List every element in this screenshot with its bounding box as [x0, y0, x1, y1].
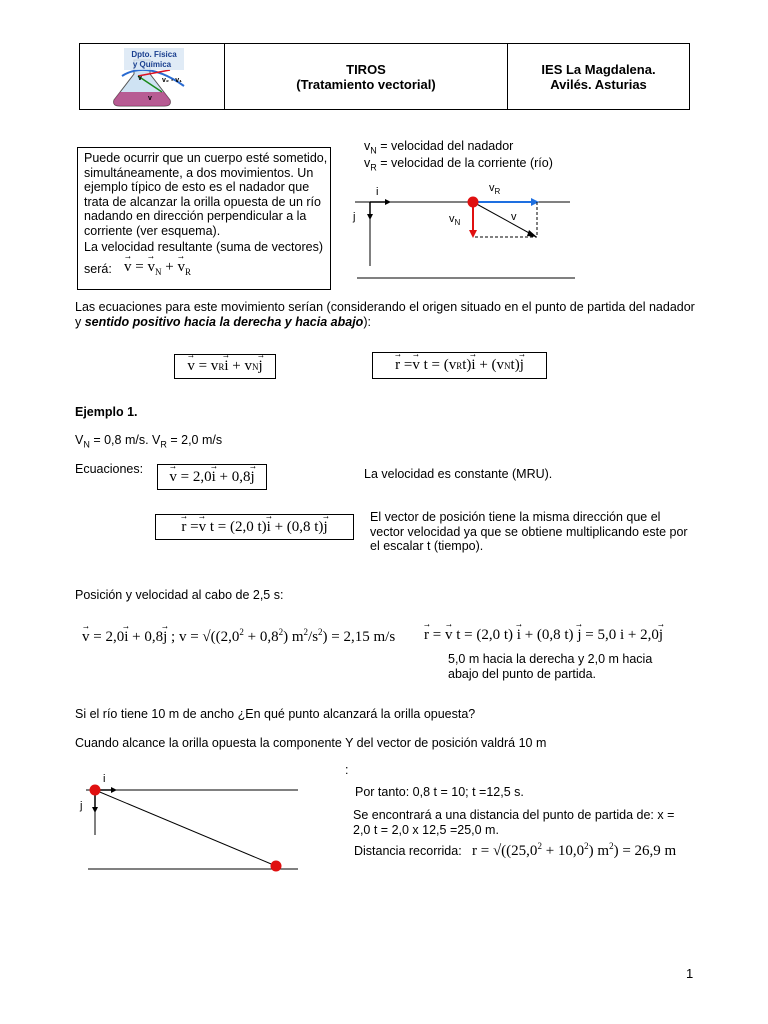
ecuaciones-label: Ecuaciones:: [75, 462, 144, 476]
header-school: IES La Magdalena.: [541, 61, 656, 77]
result-note: 5,0 m hacia la derecha y 2,0 m hacia abajo del punto de partida.: [448, 652, 653, 681]
header-subtitle: (Tratamiento vectorial): [296, 76, 436, 92]
header-city: Avilés. Asturias: [550, 76, 647, 92]
page-number: 1: [686, 966, 694, 981]
example-data: $V_N = 0,8$ m/s. $V_R = 2,0$ m/s: [75, 433, 223, 450]
position-at-time-formula: → r = → v t = (2,0 t) → i + (0,8 t) → j = 5,0 i + 2,0→ j: [424, 627, 663, 644]
svg-text:vN: $v_N$: [449, 213, 461, 227]
svg-text:vR: $v_R$: [489, 182, 501, 196]
intro-sum-formula: → v = → $v_N$ + → $v_R$: [124, 259, 191, 277]
svg-text:Dpto. Física: Dpto. Física: [131, 49, 177, 59]
header-title: TIROS: [346, 61, 386, 77]
header-table: [79, 43, 690, 110]
flask-logo-icon: [102, 46, 202, 108]
svg-text:v: v: [148, 94, 152, 102]
question: Si el río tiene 10 m de ancho ¿En qué punto alcanzará la orilla opuesta?: [75, 707, 476, 721]
crossing-diagram: [76, 765, 304, 877]
svg-text:j: j: [80, 800, 83, 812]
por-tanto: Por tanto: 0,8 t = 10; t =12,5 s.: [355, 785, 524, 799]
position-equation: → r = → v t = (v R t) → i + (v N t) → j: [372, 352, 547, 379]
intro-result-text: La velocidad resultante (suma de vectores): [84, 240, 324, 254]
legend-vn: $v_N$ = velocidad del nadador: [364, 139, 514, 156]
svg-text:v₂ - v₁: v₂ - v₁: [162, 76, 183, 84]
svg-text:v: v: [511, 211, 517, 223]
equations-intro: Las ecuaciones para este movimiento serían (considerando el origen situado en el punto de partida del nadador y sentido positivo hacia la derecha y hacia abajo):: [75, 300, 695, 329]
svg-text:v: v: [138, 74, 142, 82]
encontrara: Se encontrará a una distancia del punto de partida de: x = 2,0 t = 2,0 x 12,5 =25,0 m.: [353, 808, 675, 837]
legend-vr: $v_R$ = velocidad de la corriente (río): [364, 156, 553, 173]
svg-text:y Química: y Química: [132, 59, 172, 69]
intro-box: [77, 147, 331, 290]
example-title: Ejemplo 1.: [75, 405, 138, 419]
distancia-label: Distancia recorrida:: [354, 844, 462, 858]
answer-intro: Cuando alcance la orilla opuesta la componente Y del vector de posición valdrá 10 m: [75, 736, 547, 750]
intro-text: Puede ocurrir que un cuerpo esté sometido, simultáneamente, a dos movimientos. Un ejemplo típico de esto es el nadador que trata de alcanzar la orilla opuesta de un río nadando en dirección perpendicular a la corriente (ver esquema).: [84, 151, 328, 238]
svg-text:i: i: [376, 186, 379, 198]
swimmer-diagram: [345, 174, 585, 286]
header-title-cell: [225, 44, 508, 109]
header-logo-cell: [80, 44, 225, 109]
colon-mark: :: [345, 763, 349, 777]
header-school-cell: [508, 44, 689, 109]
velocity-magnitude-formula: → v = 2,0→ i + 0,8→ j ; $v = √((2,0^2 + 0,8^2) m^2/s^2) = 2,15$ m/s: [82, 627, 395, 646]
mru-note: La velocidad es constante (MRU).: [364, 467, 553, 481]
example-velocity-equation: → v = 2,0 → i + 0,8 → j: [157, 464, 267, 490]
svg-text:j: j: [353, 211, 356, 223]
position-note: El vector de posición tiene la misma dirección que el vector velocidad ya que se obtiene multiplicando este por el escalar t (tiempo).: [370, 510, 688, 553]
intro-sera: será:: [84, 262, 112, 276]
svg-text:i: i: [103, 773, 106, 785]
velocity-equation: → v = v R → i + v N → j: [174, 354, 276, 379]
pos-vel-title: Posición y velocidad al cabo de 2,5 s:: [75, 588, 284, 602]
example-position-equation: → r = → v t = (2,0 t) → i + (0,8 t) → j: [155, 514, 354, 540]
distancia-formula: $r = √((25,0^2 + 10,0^2) m^2) = 26,9$ m: [472, 841, 677, 859]
